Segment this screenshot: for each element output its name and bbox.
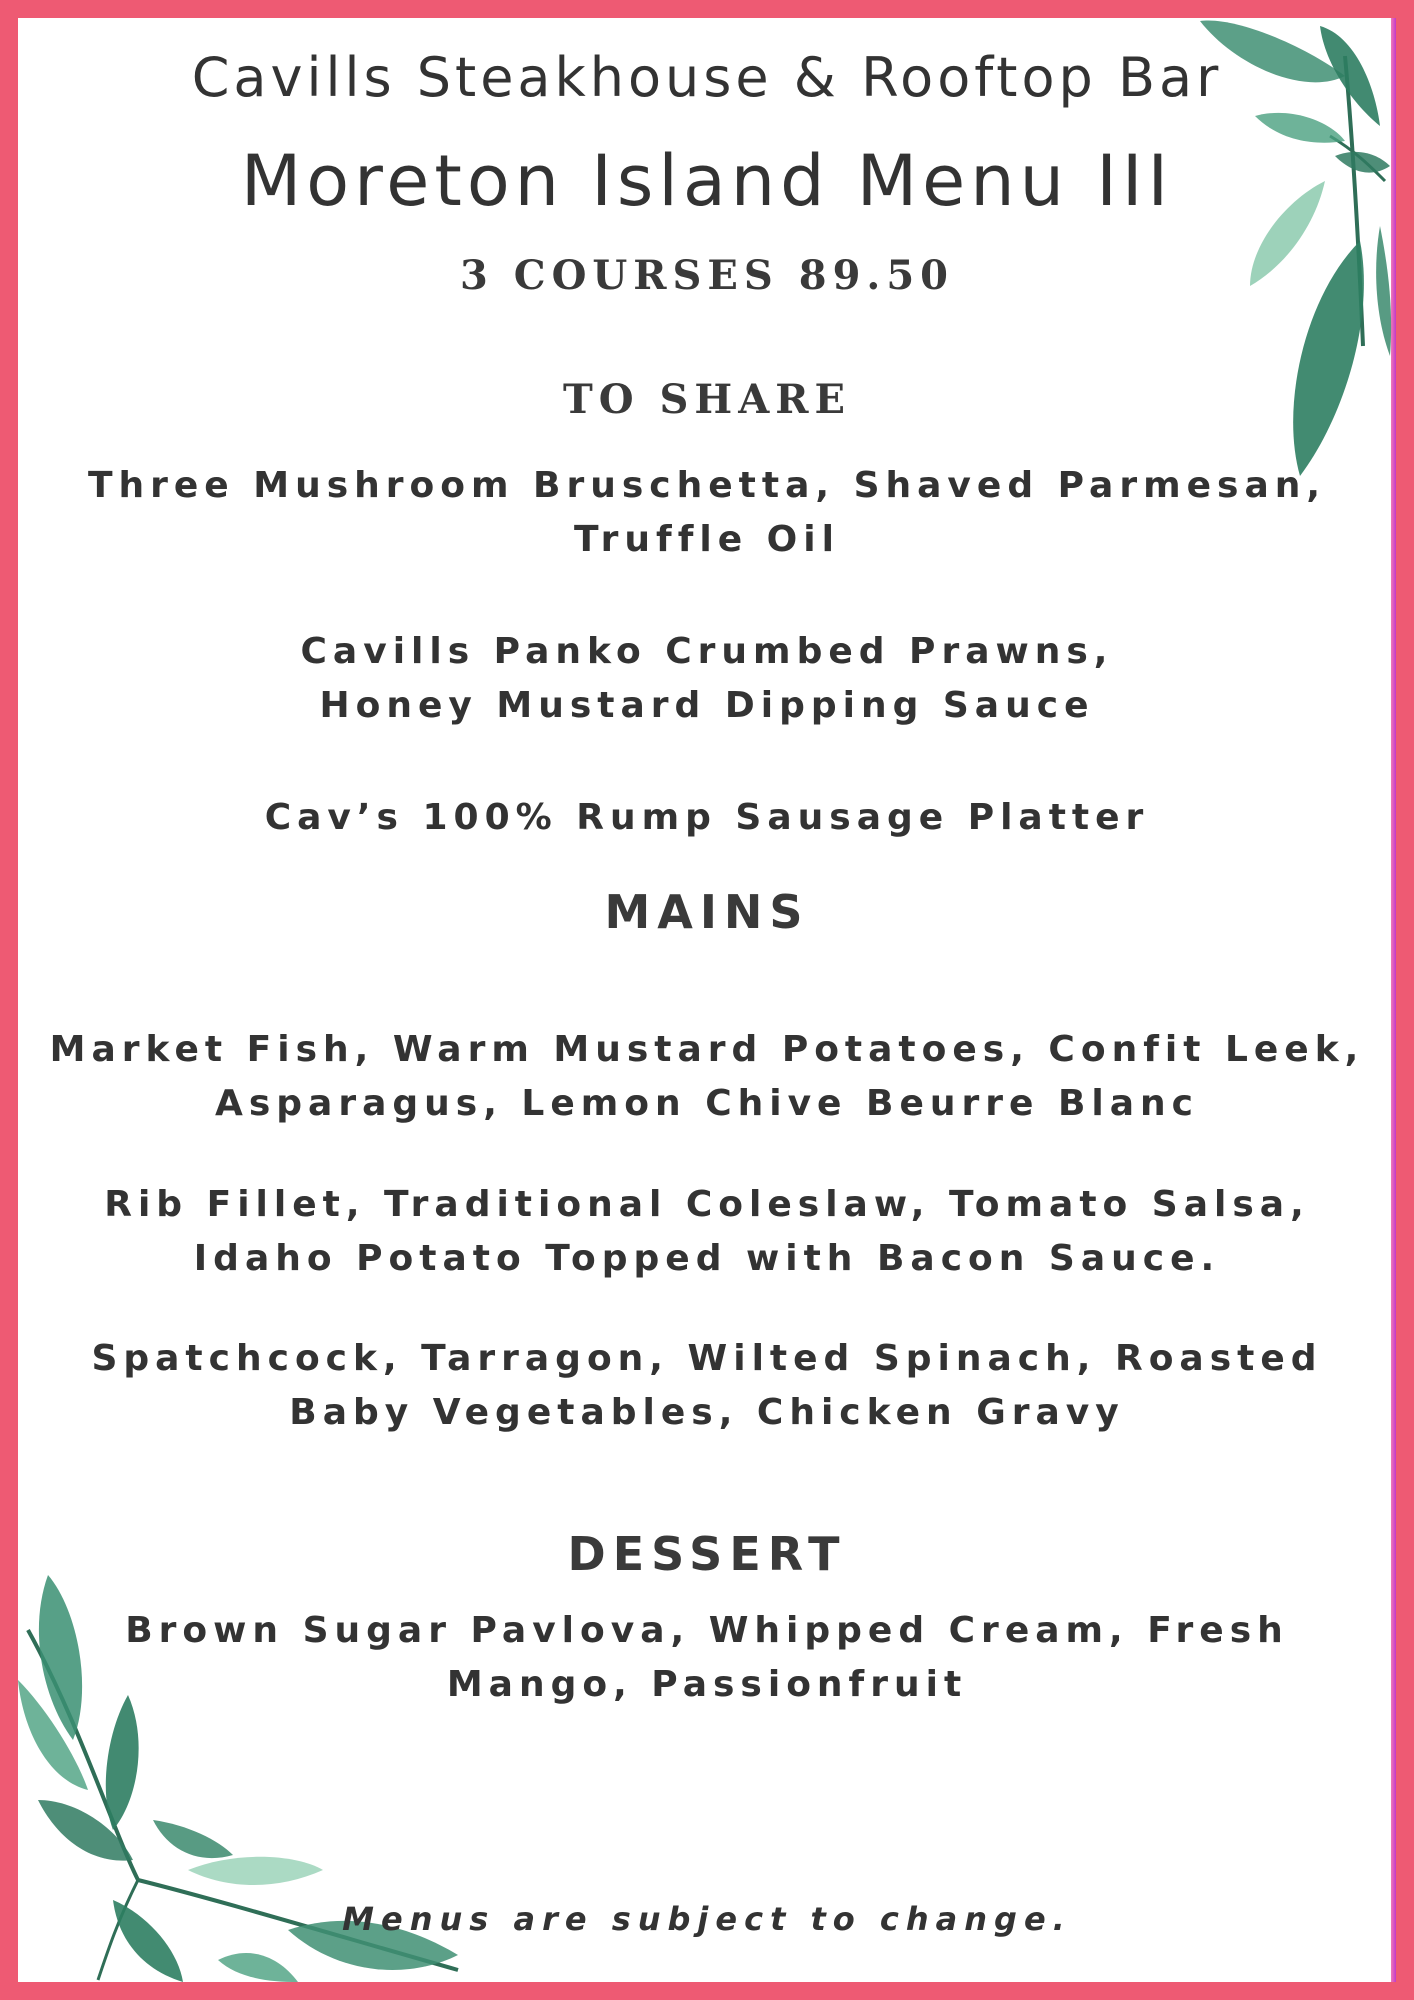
menu-item-line: Idaho Potato Topped with Bacon Sauce. [193, 1238, 1221, 1279]
section-title-dessert: DESSERT [567, 1527, 847, 1581]
menu-item-line: Brown Sugar Pavlova, Whipped Cream, Fresh [125, 1610, 1289, 1651]
menu-item [0, 1178, 1414, 1286]
section-title-to-share: TO SHARE [563, 376, 851, 423]
price-line: 3 COURSES 89.50 [459, 252, 954, 299]
menu-item-line: Baby Vegetables, Chicken Gravy [289, 1392, 1125, 1433]
menu-item [0, 1332, 1414, 1440]
restaurant-name: Cavills Steakhouse & Rooftop Bar [191, 46, 1223, 109]
menu-item-line: Cavills Panko Crumbed Prawns, [300, 631, 1114, 672]
menu-item [0, 1604, 1414, 1712]
menu-item [0, 1023, 1414, 1131]
menu-item [0, 625, 1414, 733]
menu-item-line: Mango, Passionfruit [446, 1664, 968, 1705]
menu-item-line: Truffle Oil [574, 519, 840, 560]
menu-item-line: Cav’s 100% Rump Sausage Platter [264, 797, 1150, 838]
footer-note: Menus are subject to change. [342, 1900, 1072, 1938]
menu-item-line: Market Fish, Warm Mustard Potatoes, Confit Leek, [49, 1029, 1365, 1070]
menu-item [0, 459, 1414, 567]
menu-item-line: Asparagus, Lemon Chive Beurre Blanc [215, 1083, 1199, 1124]
menu-item-line: Honey Mustard Dipping Sauce [319, 685, 1095, 726]
menu-item-line: Spatchcock, Tarragon, Wilted Spinach, Roasted [91, 1338, 1323, 1379]
menu-item-line: Three Mushroom Bruschetta, Shaved Parmesan, [87, 465, 1327, 506]
menu-item-line: Rib Fillet, Traditional Coleslaw, Tomato Salsa, [104, 1184, 1310, 1225]
menu-item [0, 791, 1414, 845]
menu-title: Moreton Island Menu III [240, 140, 1174, 222]
section-title-mains: MAINS [604, 885, 810, 939]
